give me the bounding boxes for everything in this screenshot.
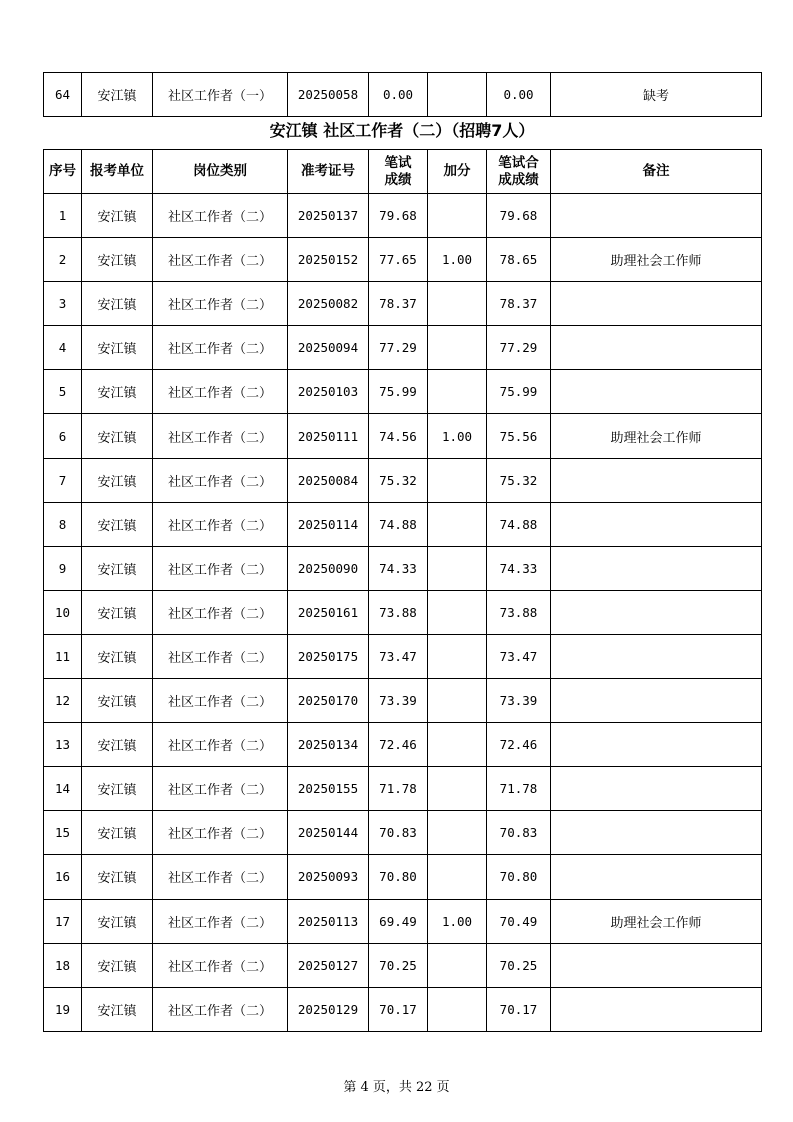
cell-note: 助理社会工作师: [551, 238, 762, 282]
cell-seq: 1: [44, 194, 82, 238]
cell-position: 社区工作者（二）: [153, 987, 288, 1031]
cell-exam-no: 20250103: [288, 370, 369, 414]
cell-seq: 14: [44, 767, 82, 811]
table-row: [44, 282, 762, 326]
cell-unit: 安江镇: [82, 502, 153, 546]
cell-written-score: 72.46: [369, 723, 428, 767]
cell-total-score: 70.25: [487, 943, 551, 987]
table-row: [44, 899, 762, 943]
cell-position: 社区工作者（二）: [153, 943, 288, 987]
cell-position: 社区工作者（二）: [153, 194, 288, 238]
cell-bonus: [428, 282, 487, 326]
cell-position: 社区工作者（二）: [153, 458, 288, 502]
cell-bonus: [428, 634, 487, 678]
cell-unit: 安江镇: [82, 370, 153, 414]
cell-bonus: [428, 73, 487, 117]
cell-note: [551, 502, 762, 546]
cell-written-score: 73.47: [369, 634, 428, 678]
cell-total-score: 70.17: [487, 987, 551, 1031]
cell-note: [551, 282, 762, 326]
cell-unit: 安江镇: [82, 679, 153, 723]
cell-position: 社区工作者（二）: [153, 370, 288, 414]
cell-written-score: 69.49: [369, 899, 428, 943]
table-row: [44, 370, 762, 414]
cell-exam-no: 20250129: [288, 987, 369, 1031]
cell-seq: 12: [44, 679, 82, 723]
cell-total-score: 70.49: [487, 899, 551, 943]
cell-exam-no: 20250094: [288, 326, 369, 370]
header-row: [44, 150, 762, 194]
cell-exam-no: 20250093: [288, 855, 369, 899]
cell-note: [551, 634, 762, 678]
cell-unit: 安江镇: [82, 194, 153, 238]
cell-exam-no: 20250082: [288, 282, 369, 326]
cell-unit: 安江镇: [82, 458, 153, 502]
cell-seq: 10: [44, 590, 82, 634]
cell-total-score: 72.46: [487, 723, 551, 767]
cell-written-score: 0.00: [369, 73, 428, 117]
table-row: [44, 723, 762, 767]
cell-bonus: [428, 546, 487, 590]
cell-bonus: 1.00: [428, 414, 487, 458]
cell-note: [551, 458, 762, 502]
header-seq: 序号: [44, 150, 82, 194]
cell-unit: 安江镇: [82, 414, 153, 458]
cell-seq: 18: [44, 943, 82, 987]
cell-exam-no: 20250175: [288, 634, 369, 678]
cell-position: 社区工作者（二）: [153, 634, 288, 678]
cell-exam-no: 20250058: [288, 73, 369, 117]
cell-written-score: 74.56: [369, 414, 428, 458]
cell-written-score: 77.65: [369, 238, 428, 282]
cell-exam-no: 20250152: [288, 238, 369, 282]
table-row: [44, 943, 762, 987]
table-row: [44, 502, 762, 546]
scores-table: [43, 149, 762, 1032]
cell-bonus: [428, 943, 487, 987]
cell-written-score: 74.33: [369, 546, 428, 590]
cell-exam-no: 20250170: [288, 679, 369, 723]
cell-written-score: 78.37: [369, 282, 428, 326]
cell-note: [551, 546, 762, 590]
cell-written-score: 73.39: [369, 679, 428, 723]
cell-unit: 安江镇: [82, 723, 153, 767]
cell-bonus: [428, 811, 487, 855]
page-footer: 第 4 页，共 22 页: [343, 1080, 450, 1095]
cell-unit: 安江镇: [82, 987, 153, 1031]
cell-note: [551, 326, 762, 370]
header-note: 备注: [551, 150, 762, 194]
cell-total-score: 75.32: [487, 458, 551, 502]
cell-bonus: [428, 590, 487, 634]
table-row: [44, 414, 762, 458]
cell-seq: 9: [44, 546, 82, 590]
cell-bonus: [428, 194, 487, 238]
cell-unit: 安江镇: [82, 855, 153, 899]
cell-position: 社区工作者（二）: [153, 899, 288, 943]
cell-total-score: 79.68: [487, 194, 551, 238]
cell-seq: 5: [44, 370, 82, 414]
cell-bonus: [428, 855, 487, 899]
cell-unit: 安江镇: [82, 634, 153, 678]
cell-position: 社区工作者（二）: [153, 282, 288, 326]
cell-exam-no: 20250134: [288, 723, 369, 767]
table-row: [44, 811, 762, 855]
cell-unit: 安江镇: [82, 899, 153, 943]
table-row: [44, 546, 762, 590]
cell-total-score: 77.29: [487, 326, 551, 370]
cell-position: 社区工作者（二）: [153, 546, 288, 590]
cell-written-score: 70.83: [369, 811, 428, 855]
cell-unit: 安江镇: [82, 767, 153, 811]
cell-bonus: [428, 326, 487, 370]
cell-total-score: 74.88: [487, 502, 551, 546]
cell-seq: 16: [44, 855, 82, 899]
previous-section-last-row-table: [43, 72, 762, 117]
cell-exam-no: 20250090: [288, 546, 369, 590]
header-unit: 报考单位: [82, 150, 153, 194]
cell-written-score: 79.68: [369, 194, 428, 238]
cell-bonus: 1.00: [428, 899, 487, 943]
cell-position: 社区工作者（二）: [153, 326, 288, 370]
cell-unit: 安江镇: [82, 943, 153, 987]
cell-position: 社区工作者（二）: [153, 723, 288, 767]
cell-written-score: 77.29: [369, 326, 428, 370]
cell-written-score: 70.80: [369, 855, 428, 899]
cell-unit: 安江镇: [82, 73, 153, 117]
header-total-score: [487, 150, 551, 194]
cell-written-score: 75.32: [369, 458, 428, 502]
cell-position: 社区工作者（二）: [153, 855, 288, 899]
cell-bonus: [428, 370, 487, 414]
table-row: [44, 326, 762, 370]
cell-note: 助理社会工作师: [551, 414, 762, 458]
cell-exam-no: 20250114: [288, 502, 369, 546]
cell-exam-no: 20250137: [288, 194, 369, 238]
cell-total-score: 71.78: [487, 767, 551, 811]
cell-note: [551, 590, 762, 634]
table-row: [44, 458, 762, 502]
table-row: [44, 194, 762, 238]
cell-total-score: 70.80: [487, 855, 551, 899]
cell-position: 社区工作者（二）: [153, 811, 288, 855]
cell-note: [551, 987, 762, 1031]
header-bonus: 加分: [428, 150, 487, 194]
cell-total-score: 73.88: [487, 590, 551, 634]
table-row: [44, 634, 762, 678]
cell-written-score: 73.88: [369, 590, 428, 634]
cell-total-score: 73.39: [487, 679, 551, 723]
cell-exam-no: 20250155: [288, 767, 369, 811]
cell-unit: 安江镇: [82, 811, 153, 855]
cell-unit: 安江镇: [82, 238, 153, 282]
header-exam-no: 准考证号: [288, 150, 369, 194]
cell-total-score: 78.37: [487, 282, 551, 326]
cell-position: 社区工作者（二）: [153, 767, 288, 811]
cell-bonus: 1.00: [428, 238, 487, 282]
cell-seq: 2: [44, 238, 82, 282]
header-position: 岗位类别: [153, 150, 288, 194]
cell-bonus: [428, 723, 487, 767]
cell-bonus: [428, 767, 487, 811]
cell-note: [551, 943, 762, 987]
cell-note: [551, 767, 762, 811]
header-written-line2: 成绩: [384, 171, 412, 188]
cell-bonus: [428, 679, 487, 723]
cell-seq: 15: [44, 811, 82, 855]
cell-written-score: 71.78: [369, 767, 428, 811]
cell-exam-no: 20250127: [288, 943, 369, 987]
cell-exam-no: 20250111: [288, 414, 369, 458]
cell-written-score: 70.25: [369, 943, 428, 987]
cell-seq: 19: [44, 987, 82, 1031]
header-written-score: [369, 150, 428, 194]
cell-note: [551, 194, 762, 238]
cell-written-score: 70.17: [369, 987, 428, 1031]
cell-bonus: [428, 987, 487, 1031]
cell-seq: 64: [44, 73, 82, 117]
header-total-line2: 成成绩: [498, 171, 539, 188]
cell-seq: 13: [44, 723, 82, 767]
cell-unit: 安江镇: [82, 546, 153, 590]
cell-written-score: 75.99: [369, 370, 428, 414]
cell-written-score: 74.88: [369, 502, 428, 546]
table-row: [44, 767, 762, 811]
cell-total-score: 74.33: [487, 546, 551, 590]
cell-total-score: 78.65: [487, 238, 551, 282]
cell-note: [551, 811, 762, 855]
table-row: [44, 590, 762, 634]
cell-position: 社区工作者（二）: [153, 238, 288, 282]
cell-unit: 安江镇: [82, 326, 153, 370]
cell-seq: 8: [44, 502, 82, 546]
cell-note: [551, 679, 762, 723]
table-row: [44, 73, 762, 117]
cell-seq: 7: [44, 458, 82, 502]
table-row: [44, 679, 762, 723]
cell-seq: 6: [44, 414, 82, 458]
cell-bonus: [428, 502, 487, 546]
cell-seq: 3: [44, 282, 82, 326]
section-title: 安江镇 社区工作者（二）（招聘7人）: [269, 121, 535, 140]
header-written-line1: 笔试: [384, 154, 412, 171]
cell-note: 助理社会工作师: [551, 899, 762, 943]
header-total-line1: 笔试合: [498, 154, 539, 171]
cell-position: 社区工作者（二）: [153, 502, 288, 546]
table-row: [44, 987, 762, 1031]
cell-seq: 11: [44, 634, 82, 678]
table-row: [44, 238, 762, 282]
cell-seq: 4: [44, 326, 82, 370]
cell-exam-no: 20250144: [288, 811, 369, 855]
cell-note: [551, 370, 762, 414]
table-row: [44, 855, 762, 899]
cell-note: [551, 723, 762, 767]
cell-total-score: 75.99: [487, 370, 551, 414]
cell-position: 社区工作者（一）: [153, 73, 288, 117]
cell-bonus: [428, 458, 487, 502]
cell-exam-no: 20250113: [288, 899, 369, 943]
cell-position: 社区工作者（二）: [153, 590, 288, 634]
cell-total-score: 70.83: [487, 811, 551, 855]
cell-note: [551, 855, 762, 899]
cell-total-score: 75.56: [487, 414, 551, 458]
scores-table-body: [44, 194, 762, 1032]
cell-note: 缺考: [551, 73, 762, 117]
cell-seq: 17: [44, 899, 82, 943]
cell-position: 社区工作者（二）: [153, 679, 288, 723]
cell-total-score: 73.47: [487, 634, 551, 678]
cell-position: 社区工作者（二）: [153, 414, 288, 458]
cell-exam-no: 20250161: [288, 590, 369, 634]
cell-exam-no: 20250084: [288, 458, 369, 502]
cell-unit: 安江镇: [82, 590, 153, 634]
cell-total-score: 0.00: [487, 73, 551, 117]
cell-unit: 安江镇: [82, 282, 153, 326]
